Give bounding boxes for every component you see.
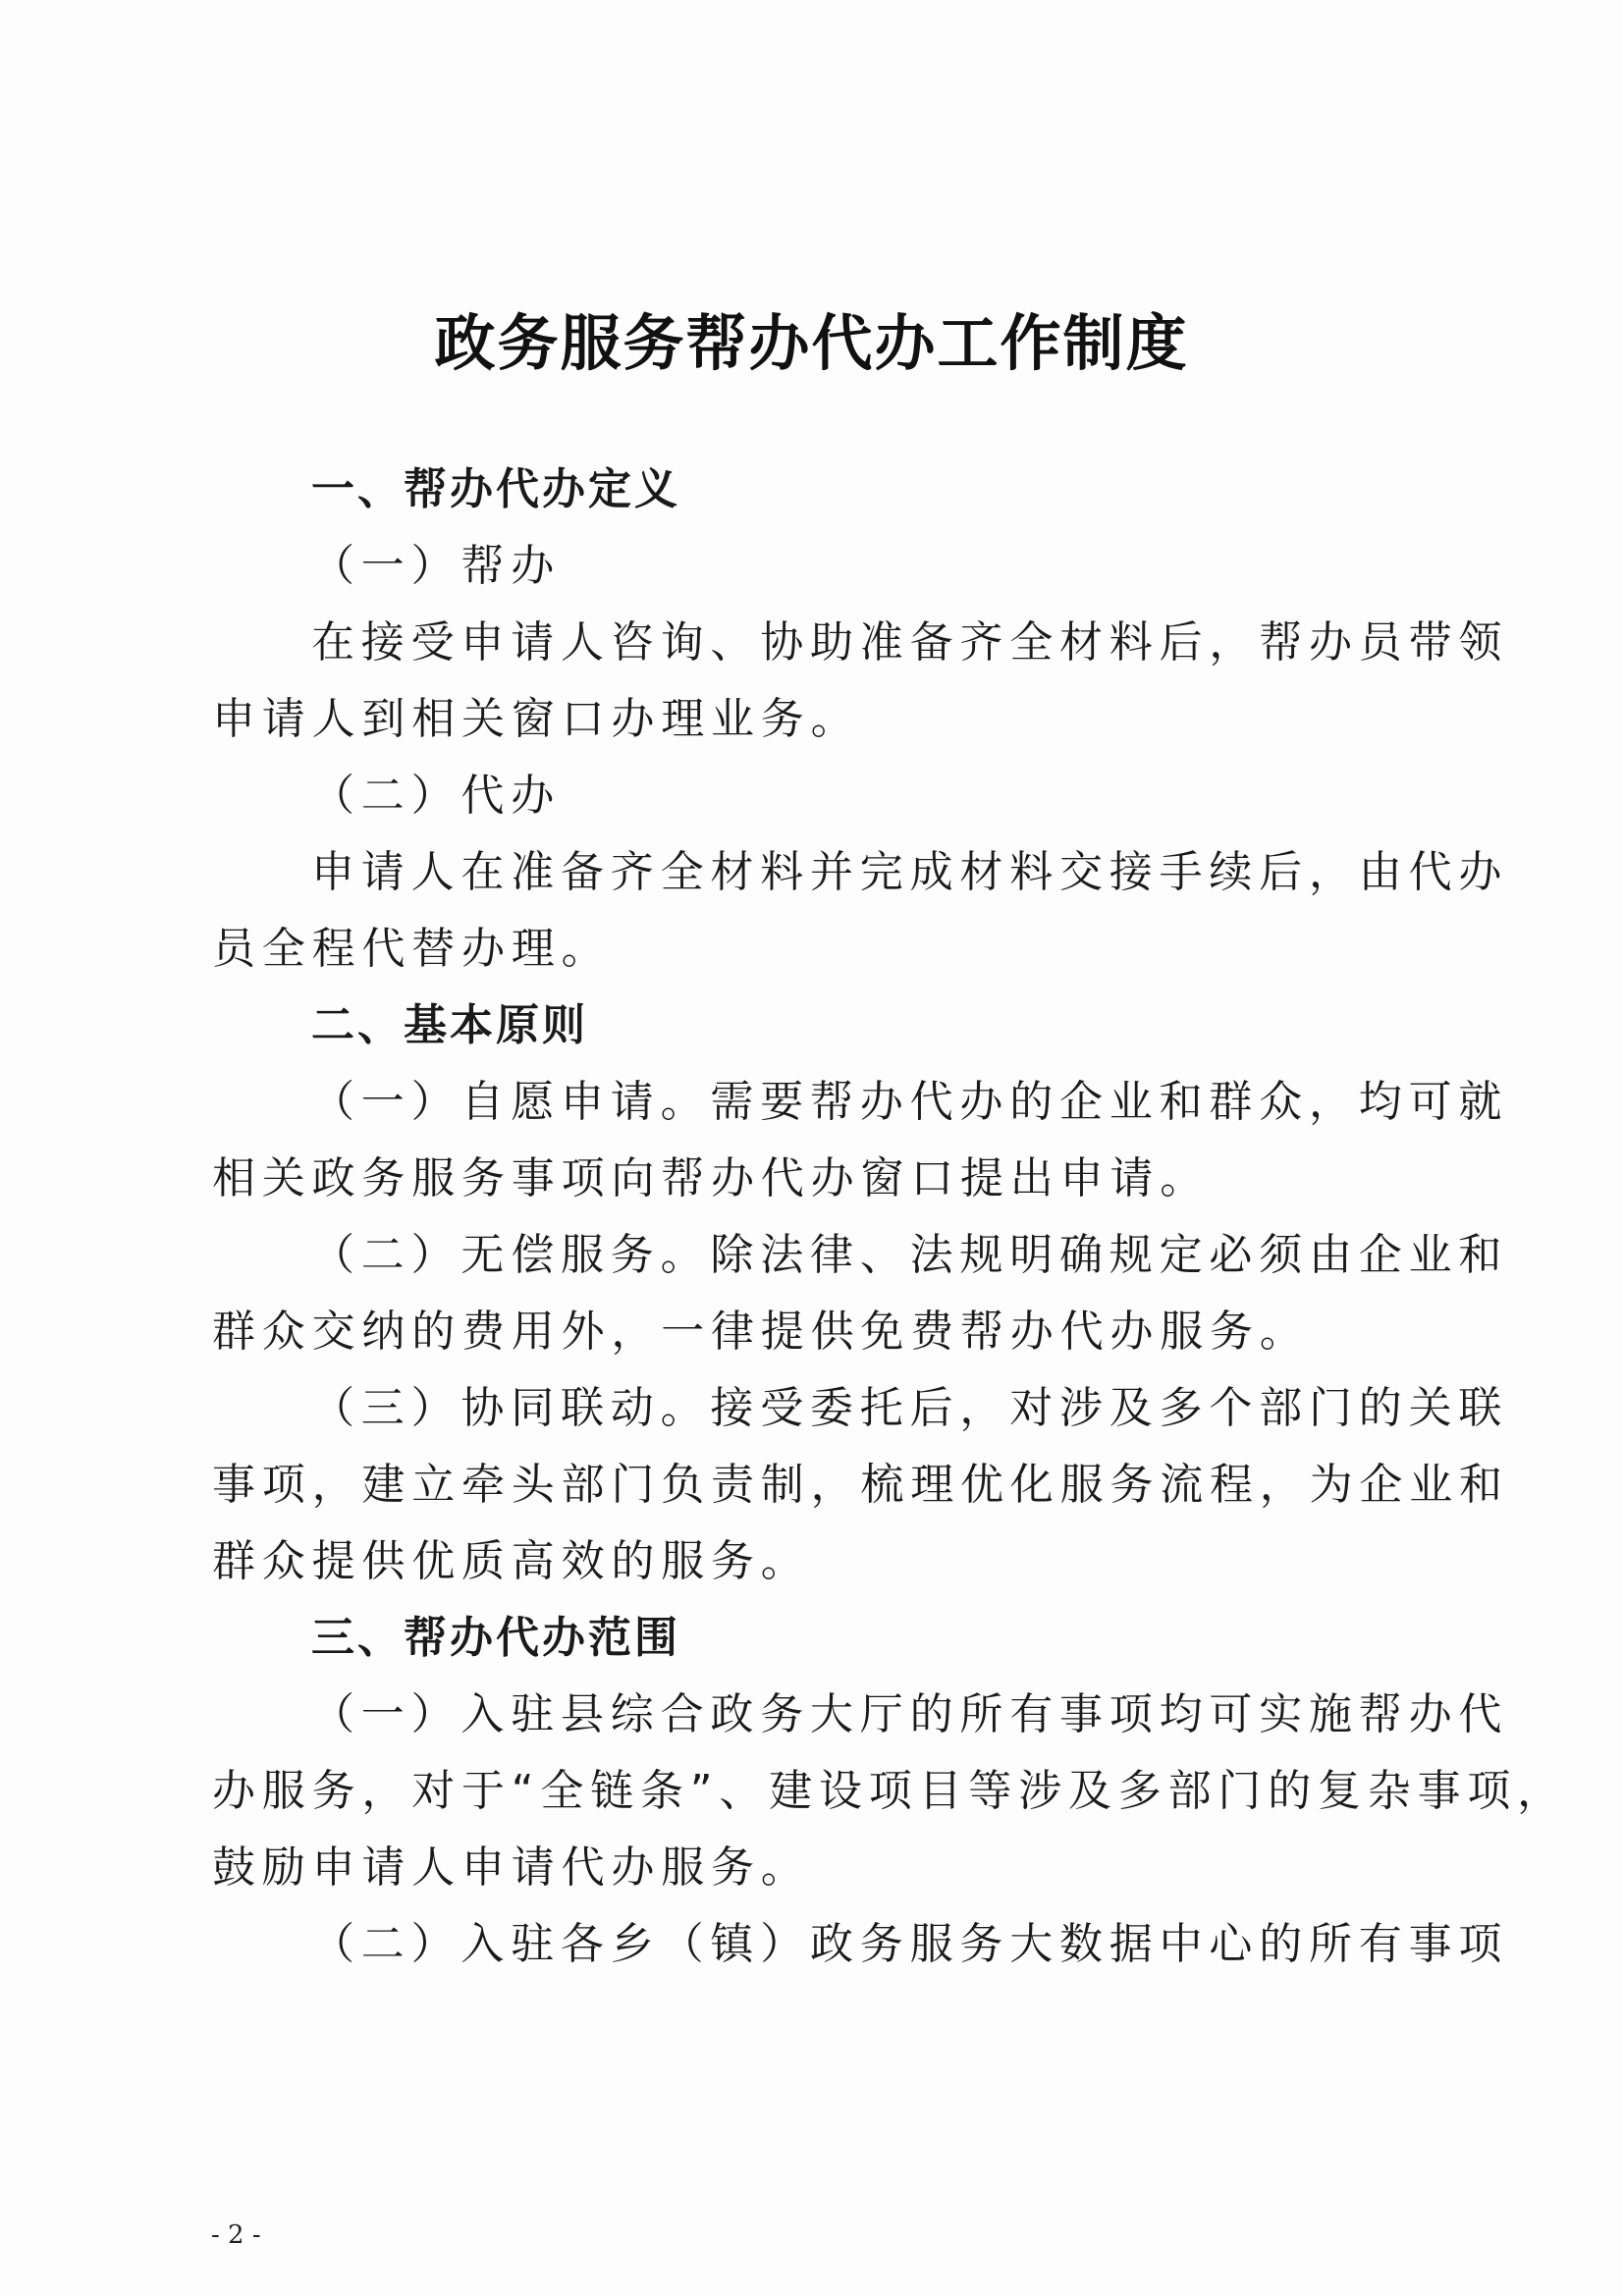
page-number: - 2 - <box>211 2220 261 2250</box>
section-heading: 一、帮办代办定义 <box>311 464 680 514</box>
text-line: 办服务，对于“全链条”、建设项目等涉及多部门的复杂事项， <box>212 1766 1567 1816</box>
document-body <box>212 452 1567 1983</box>
text-line: （一）自愿申请。需要帮办代办的企业和群众，均可就 <box>311 1077 1509 1127</box>
text-line: （一）入驻县综合政务大厅的所有事项均可实施帮办代 <box>311 1689 1509 1739</box>
text-line: 鼓励申请人申请代办服务。 <box>212 1842 811 1893</box>
text-line: 群众交纳的费用外，一律提供免费帮办代办服务。 <box>212 1307 1310 1357</box>
section-heading: 三、帮办代办范围 <box>311 1613 680 1663</box>
text-line: （二）无偿服务。除法律、法规明确规定必须由企业和 <box>311 1230 1509 1280</box>
text-line: 申请人到相关窗口办理业务。 <box>212 694 861 744</box>
text-line: （一）帮办 <box>311 541 561 591</box>
text-line: （三）协同联动。接受委托后，对涉及多个部门的关联 <box>311 1383 1509 1433</box>
text-line: 员全程代替办理。 <box>212 924 612 974</box>
text-line: 在接受申请人咨询、协助准备齐全材料后，帮办员带领 <box>311 617 1509 667</box>
text-line: 申请人在准备齐全材料并完成材料交接手续后，由代办 <box>311 847 1509 897</box>
text-line: 相关政务服务事项向帮办代办窗口提出申请。 <box>212 1153 1210 1203</box>
text-line: 事项，建立牵头部门负责制，梳理优化服务流程，为企业和 <box>212 1460 1509 1510</box>
text-line: （二）代办 <box>311 771 561 821</box>
text-line: （二）入驻各乡（镇）政务服务大数据中心的所有事项 <box>311 1919 1509 1969</box>
document-title: 政务服务帮办代办工作制度 <box>434 307 1189 379</box>
text-line: 群众提供优质高效的服务。 <box>212 1536 811 1586</box>
section-heading: 二、基本原则 <box>311 1000 588 1050</box>
